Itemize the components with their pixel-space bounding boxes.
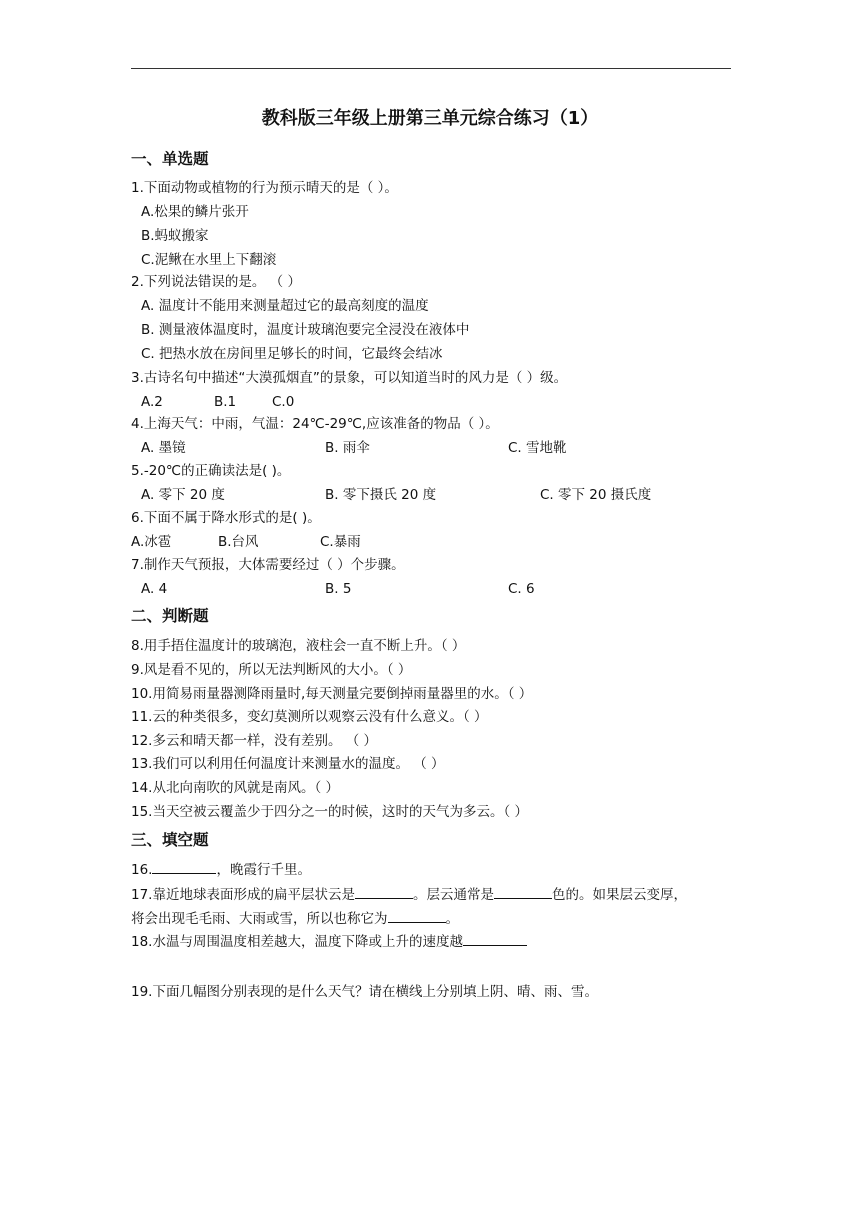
q7-option-c: C. 6: [508, 581, 535, 597]
q8: 8.用手捂住温度计的玻璃泡，液柱会一直不断上升。（ ）: [131, 638, 466, 654]
q17-blank-2: [494, 898, 552, 899]
q4-option-a: A. 墨镜: [141, 440, 186, 456]
q3-option-c: C.0: [272, 394, 295, 410]
q4-option-c: C. 雪地靴: [508, 440, 567, 456]
q3-stem: 3.古诗名句中描述“大漠孤烟直”的景象，可以知道当时的风力是（ ）级。: [131, 370, 568, 386]
q6-option-a: A.冰雹: [131, 534, 172, 550]
q1-option-c: C.泥鳅在水里上下翻滚: [141, 252, 277, 268]
q19: 19.下面几幅图分别表现的是什么天气？请在横线上分别填上阴、晴、雨、雪。: [131, 984, 598, 1000]
q17-blank-3: [388, 922, 446, 923]
q1-stem: 1.下面动物或植物的行为预示晴天的是（ ）。: [131, 180, 398, 196]
q2-option-c: C. 把热水放在房间里足够长的时间，它最终会结冰: [141, 346, 443, 362]
q15: 15.当天空被云覆盖少于四分之一的时候，这时的天气为多云。（ ）: [131, 804, 529, 820]
section-heading-true-false: 二、判断题: [131, 607, 209, 625]
q17-text-c: 色的。如果层云变厚，: [551, 887, 687, 903]
q12: 12.多云和晴天都一样，没有差别。 （ ）: [131, 733, 378, 749]
q6-option-c: C.暴雨: [320, 534, 361, 550]
q1-option-a: A.松果的鳞片张开: [141, 204, 249, 220]
q16-text: ，晚霞行千里。: [216, 862, 311, 878]
q2-option-b: B. 测量液体温度时，温度计玻璃泡要完全浸没在液体中: [141, 322, 470, 338]
q5-stem: 5.-20℃的正确读法是( )。: [131, 463, 291, 479]
top-rule: [131, 68, 731, 69]
q5-option-b: B. 零下摄氏 20 度: [325, 487, 437, 503]
q16-blank: [152, 873, 216, 874]
q11: 11.云的种类很多，变幻莫测所以观察云没有什么意义。（ ）: [131, 709, 488, 725]
q17-text-d: 将会出现毛毛雨、大雨或雪，所以也称它为: [131, 911, 388, 927]
q17-blank-1: [355, 898, 413, 899]
q14: 14.从北向南吹的风就是南风。（ ）: [131, 780, 340, 796]
q5-option-a: A. 零下 20 度: [141, 487, 225, 503]
q7-option-a: A. 4: [141, 581, 168, 597]
q2-option-a: A. 温度计不能用来测量超过它的最高刻度的温度: [141, 298, 429, 314]
section-heading-fill-blank: 三、填空题: [131, 831, 209, 849]
q18: [131, 933, 527, 951]
page-title: 教科版三年级上册第三单元综合练习（1）: [261, 108, 599, 129]
q3-option-b: B.1: [214, 394, 237, 410]
q10: 10.用简易雨量器测降雨量时,每天测量完要倒掉雨量器里的水。（ ）: [131, 686, 533, 702]
q4-option-b: B. 雨伞: [325, 440, 370, 456]
q13: 13.我们可以利用任何温度计来测量水的温度。 （ ）: [131, 756, 445, 772]
q4-stem: 4.上海天气：中雨，气温：24℃-29℃,应该准备的物品（ ）。: [131, 416, 499, 432]
q17-text-b: 。层云通常是: [412, 887, 494, 903]
q6-option-b: B.台风: [218, 534, 259, 550]
q3-option-a: A.2: [141, 394, 163, 410]
q2-stem: 2.下列说法错误的是。 （ ）: [131, 274, 301, 290]
q17-line1: [131, 886, 687, 904]
q6-stem: 6.下面不属于降水形式的是( )。: [131, 510, 321, 526]
q18-text: 18.水温与周围温度相差越大，温度下降或上升的速度越: [131, 934, 463, 950]
q16: [131, 861, 311, 879]
q17-line2: [131, 910, 459, 928]
q7-stem: 7.制作天气预报，大体需要经过（ ）个步骤。: [131, 557, 405, 573]
q17-text-e: 。: [445, 911, 459, 927]
section-heading-single-choice: 一、单选题: [131, 150, 209, 168]
q1-option-b: B.蚂蚁搬家: [141, 228, 209, 244]
q18-blank: [463, 945, 527, 946]
q5-option-c: C. 零下 20 摄氏度: [540, 487, 652, 503]
q7-option-b: B. 5: [325, 581, 352, 597]
q16-number: 16.: [131, 862, 153, 878]
q17-text-a: 17.靠近地球表面形成的扁平层状云是: [131, 887, 355, 903]
q9: 9.风是看不见的，所以无法判断风的大小。（ ）: [131, 662, 412, 678]
